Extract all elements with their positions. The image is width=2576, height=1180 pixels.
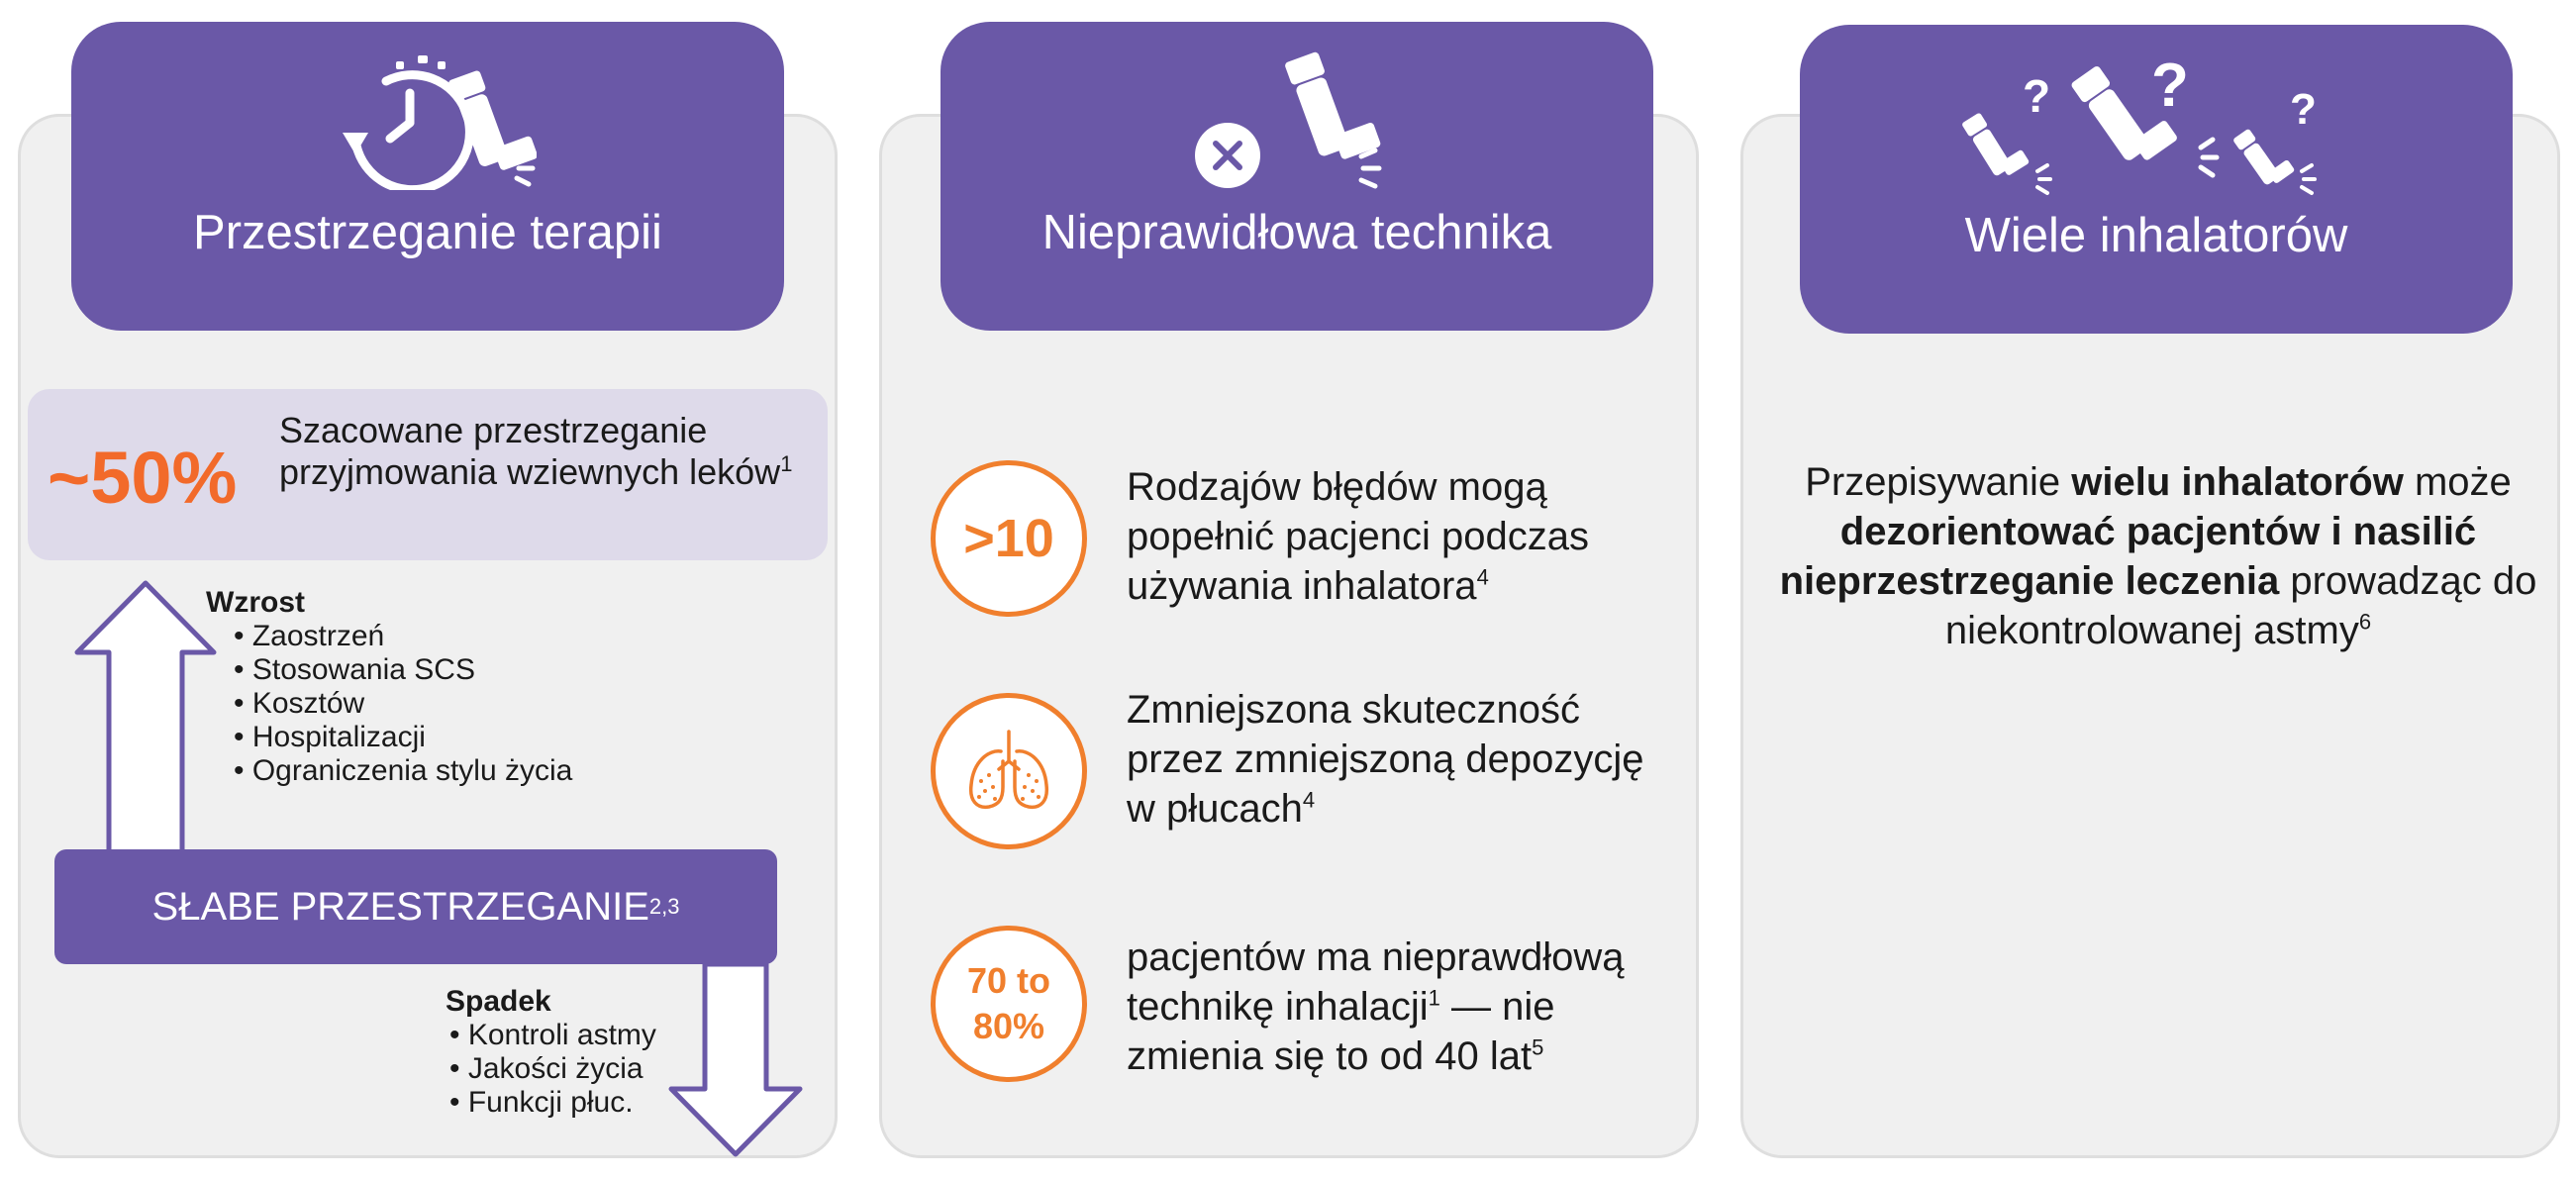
error-count-text [1127,462,1681,611]
ref-sup: 5 [1532,1034,1544,1060]
list-item: • Zaostrzeń [234,620,572,653]
adherence-stat-value: ~50% [48,437,238,519]
ref-sup: 4 [1302,787,1316,813]
lungs-icon [959,722,1058,821]
percent-circle [931,926,1087,1082]
text-part: prowadząc do niekontrolowanej astmy [1944,559,2537,652]
deposition-text [1127,685,1681,834]
header-adherence [71,22,784,331]
adherence-stat-text [279,410,794,493]
increase-heading: Wzrost [206,586,305,619]
decrease-list [446,985,656,1120]
text-part: Przepisywanie [1805,460,2072,504]
percent-value-line1: 70 to [966,960,1051,1001]
decrease-items [446,1019,656,1120]
svg-text:?: ? [2290,85,2317,134]
inhaler-x-icon [1183,51,1401,200]
svg-text:?: ? [2151,62,2189,120]
deposition-label: Zmniejszona skuteczność przez zmniejszoną depozycję w płucach [1127,688,1644,831]
clock-inhaler-icon [339,51,537,190]
header-title-multiple-inhalers: Wiele inhalatorów [1964,209,2348,262]
poor-adherence-bar: SŁABE PRZESTRZEGANIE 2,3 [54,849,777,964]
increase-arrow-icon [71,579,220,856]
error-count-label: Rodzajów błędów mogą popełnić pacjenci podczas używania inhalatora [1127,465,1589,608]
list-item: • Funkcji płuc. [449,1086,656,1120]
text-bold-part: wielu inhalatorów [2071,460,2404,504]
ref-sup: 4 [1476,564,1489,590]
increase-items [206,620,572,788]
increase-list [206,586,572,788]
list-item: • Stosowania SCS [234,653,572,687]
text-part: może [2403,460,2512,504]
decrease-arrow-icon [661,960,810,1158]
technique-text [1127,933,1681,1081]
header-technique [941,22,1653,331]
adherence-stat-label: Szacowane przestrzeganie przyjmowania wziewnych leków [279,410,781,492]
poor-adherence-label: SŁABE PRZESTRZEGANIE [151,884,649,929]
list-item: • Kontroli astmy [449,1019,656,1052]
error-count-circle [931,460,1087,617]
ref-sup: 6 [2358,609,2372,635]
technique-label-b: — nie zmienia się to od 40 lat [1127,985,1555,1078]
ref-sup: 1 [1428,985,1440,1011]
header-title-technique: Nieprawidłowa technika [1041,206,1552,259]
multiple-inhalers-text [1772,457,2544,655]
technique-label-a: pacjentów ma nieprawdłową technikę inhalacji [1127,935,1625,1029]
header-multiple-inhalers [1800,25,2513,334]
decrease-heading: Spadek [446,985,551,1018]
header-title-adherence: Przestrzeganie terapii [193,206,662,259]
list-item: • Ograniczenia stylu życia [234,754,572,788]
text-bold-part: dezorientować pacjentów i nasilić nieprzestrzeganie leczenia [1779,510,2477,603]
svg-text:?: ? [2023,70,2051,122]
ref-sup: 1 [780,451,793,476]
multiple-inhalers-question-icon [1953,62,2369,206]
list-item: • Hospitalizacji [234,721,572,754]
percent-value-line2: 80% [972,1006,1045,1046]
list-item: • Jakości życia [449,1052,656,1086]
error-count-value: >10 [963,509,1054,568]
lungs-circle [931,693,1087,849]
list-item: • Kosztów [234,687,572,721]
